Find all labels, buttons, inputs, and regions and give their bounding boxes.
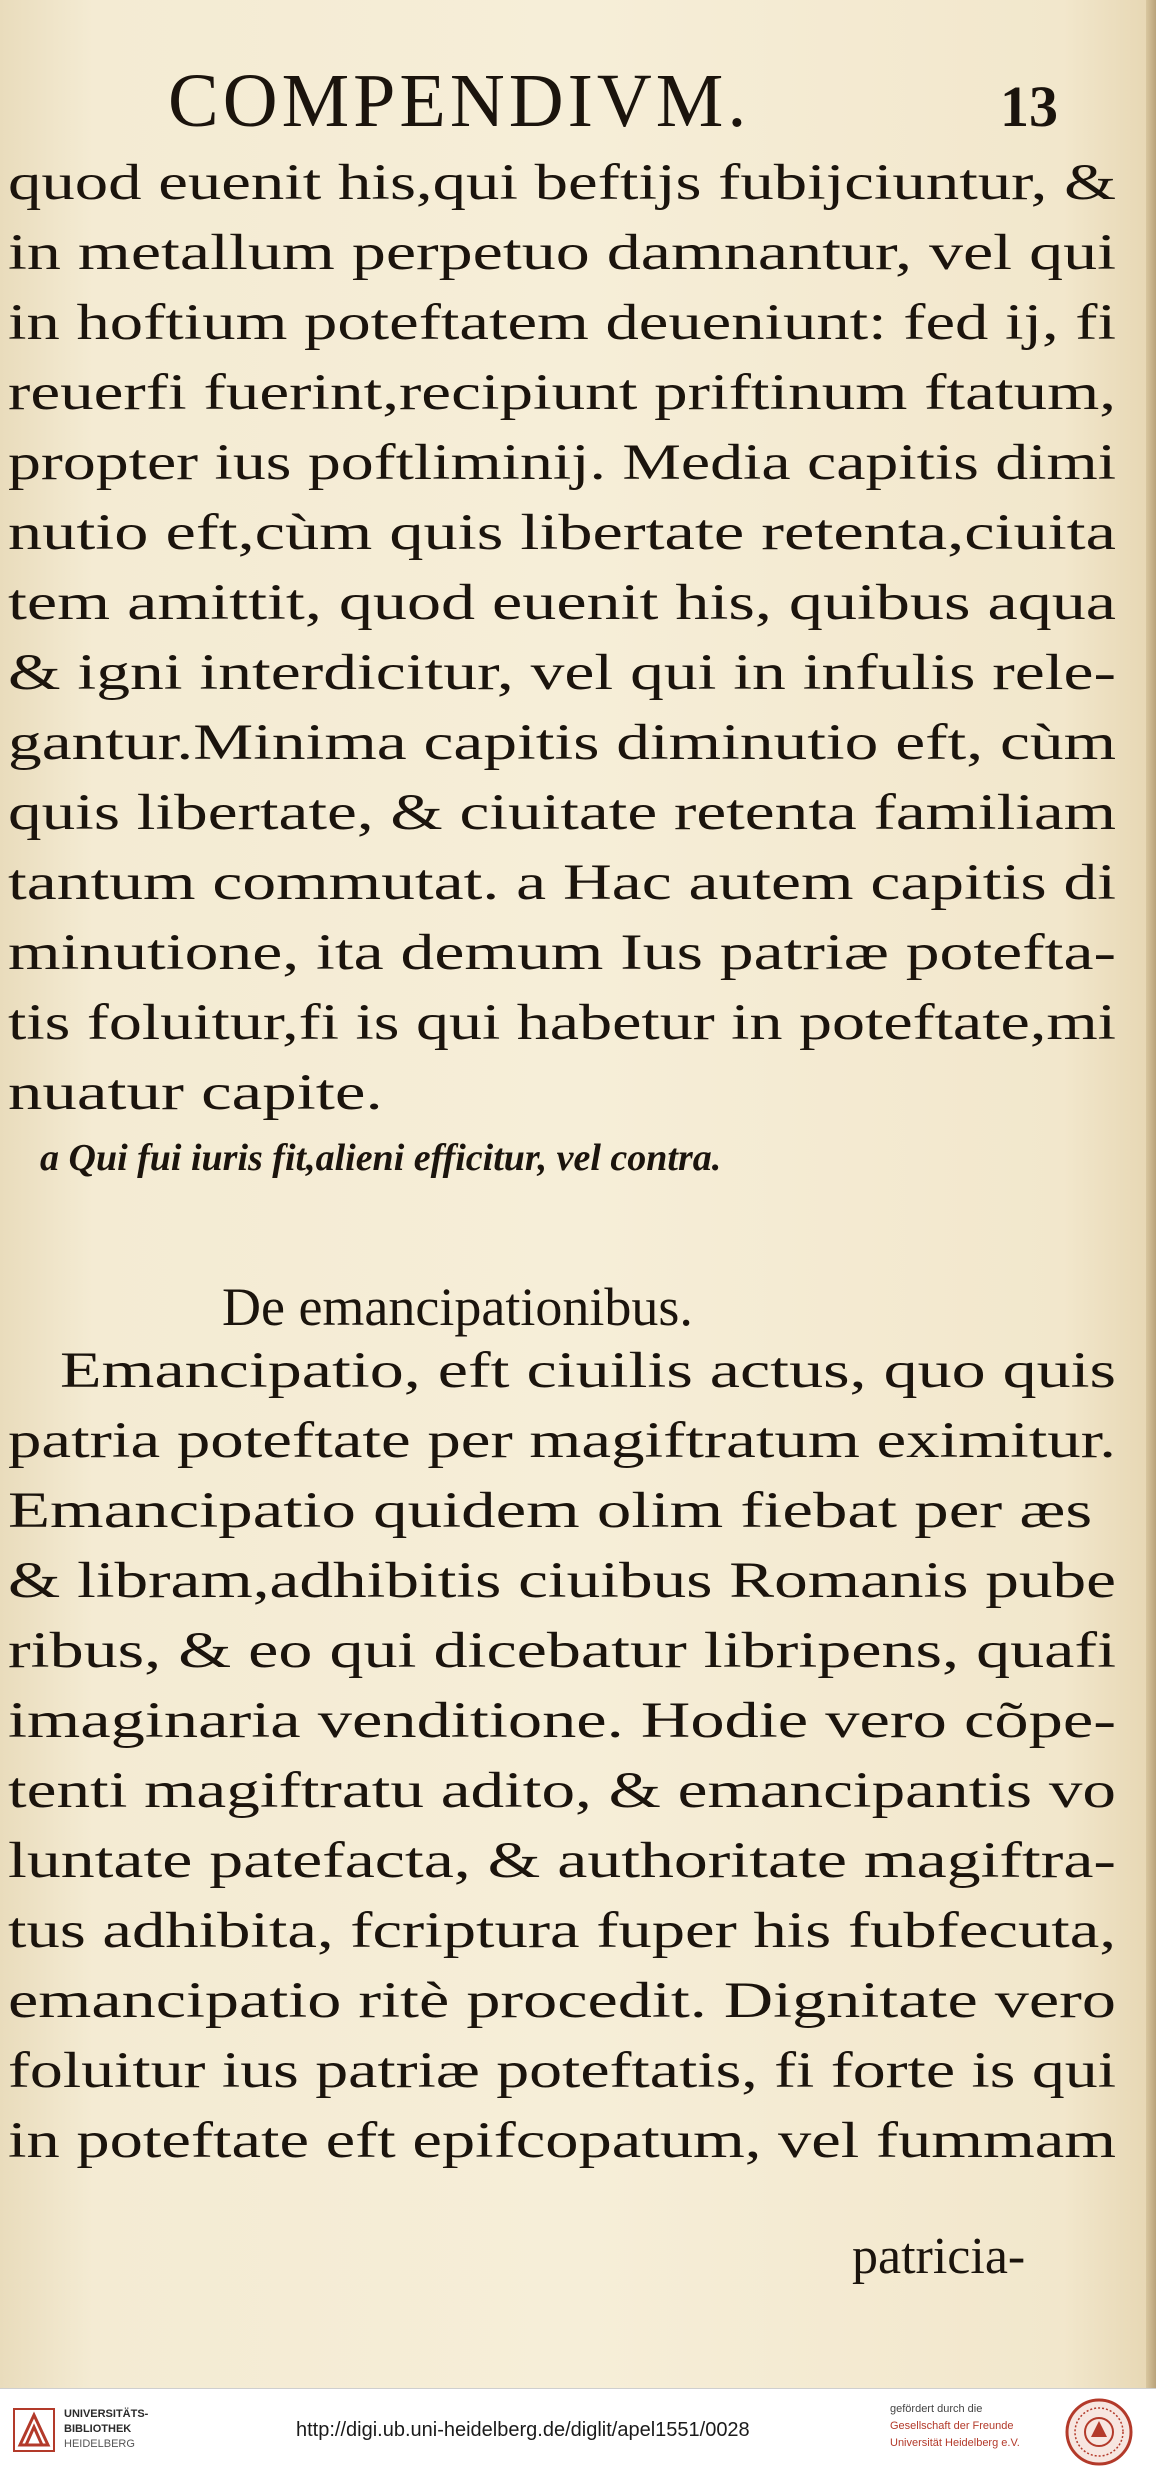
page-number: 13 [1000, 74, 1058, 139]
text-line: nuatur capite. [8, 1065, 383, 1121]
text-line: minutione, ita demum Ius patriæ potefta- [8, 925, 1116, 981]
sponsor-line: Universität Heidelberg e.V. [890, 2437, 1020, 2449]
sponsor-text[interactable] [890, 2401, 1060, 2452]
page-header [0, 56, 1156, 146]
text-line: propter ius poftliminij. Media capitis dimi [8, 435, 1116, 491]
text-line: Emancipatio, eft ciuilis actus, quo quis [60, 1343, 1116, 1399]
text-line: imaginaria venditione. Hodie vero cõpe- [8, 1693, 1116, 1749]
text-line: foluitur ius patriæ poteftatis, fi forte is qui [8, 2043, 1116, 2099]
text-line: in hoftium poteftatem deueniunt: fed ij, fi [8, 295, 1116, 351]
university-seal-icon[interactable] [1064, 2397, 1134, 2467]
library-name-line: UNIVERSITÄTS- [64, 2408, 149, 2420]
footnote: a Qui fui iuris fit,alieni efficitur, vel contra. [40, 1137, 722, 1179]
library-name-line: BIBLIOTHEK [64, 2423, 132, 2435]
text-line: tis foluitur,fi is qui habetur in poteftate,mi [8, 995, 1116, 1051]
text-line: ribus, & eo qui dicebatur libripens, quafi [8, 1623, 1116, 1679]
text-line: quod euenit his,qui beftijs fubijciuntur, & [8, 155, 1116, 211]
text-line: in metallum perpetuo damnantur, vel qui [8, 225, 1116, 281]
text-line: Emancipatio quidem olim fiebat per æs [8, 1483, 1093, 1539]
viewer-footer [0, 2388, 1156, 2472]
text-line: quis libertate, & ciuitate retenta familiam [8, 785, 1116, 841]
page-edge [1146, 0, 1156, 2388]
text-line: nutio eft,cùm quis libertate retenta,ciuita [8, 505, 1116, 561]
text-line: tenti magiftratu adito, & emancipantis vo [8, 1763, 1116, 1819]
text-line: tem amittit, quod euenit his, quibus aqua [8, 575, 1116, 631]
text-line: & igni interdicitur, vel qui in infulis rele- [8, 645, 1116, 701]
text-line: patria poteftate per magiftratum eximitur. [8, 1413, 1116, 1469]
catchword: patricia- [852, 2228, 1026, 2285]
text-line: reuerfi fuerint,recipiunt priftinum ftatum, [8, 365, 1116, 421]
section-heading: De emancipationibus. [222, 1277, 693, 1337]
text-line: in poteftate eft epifcopatum, vel fummam [8, 2113, 1116, 2169]
sponsor-line: gefördert durch die [890, 2403, 983, 2415]
text-line: emancipatio ritè procedit. Dignitate vero [8, 1973, 1116, 2029]
text-line: gantur.Minima capitis diminutio eft, cùm [8, 715, 1116, 771]
text-line: & libram,adhibitis ciuibus Romanis pube [8, 1553, 1116, 1609]
sponsor-line: Gesellschaft der Freunde [890, 2420, 1014, 2432]
running-title: COMPENDIVM. [168, 59, 751, 143]
text-line: tus adhibita, fcriptura fuper his fubfecuta, [8, 1903, 1116, 1959]
library-name-line: HEIDELBERG [64, 2438, 135, 2450]
library-name[interactable] [64, 2407, 214, 2452]
university-library-logo-icon[interactable] [12, 2407, 56, 2453]
text-line: tantum commutat. a Hac autem capitis di [8, 855, 1116, 911]
text-line: luntate patefacta, & authoritate magiftra- [8, 1833, 1116, 1889]
permalink-url[interactable]: http://digi.ub.uni-heidelberg.de/diglit/apel1551/0028 [296, 2419, 750, 2441]
